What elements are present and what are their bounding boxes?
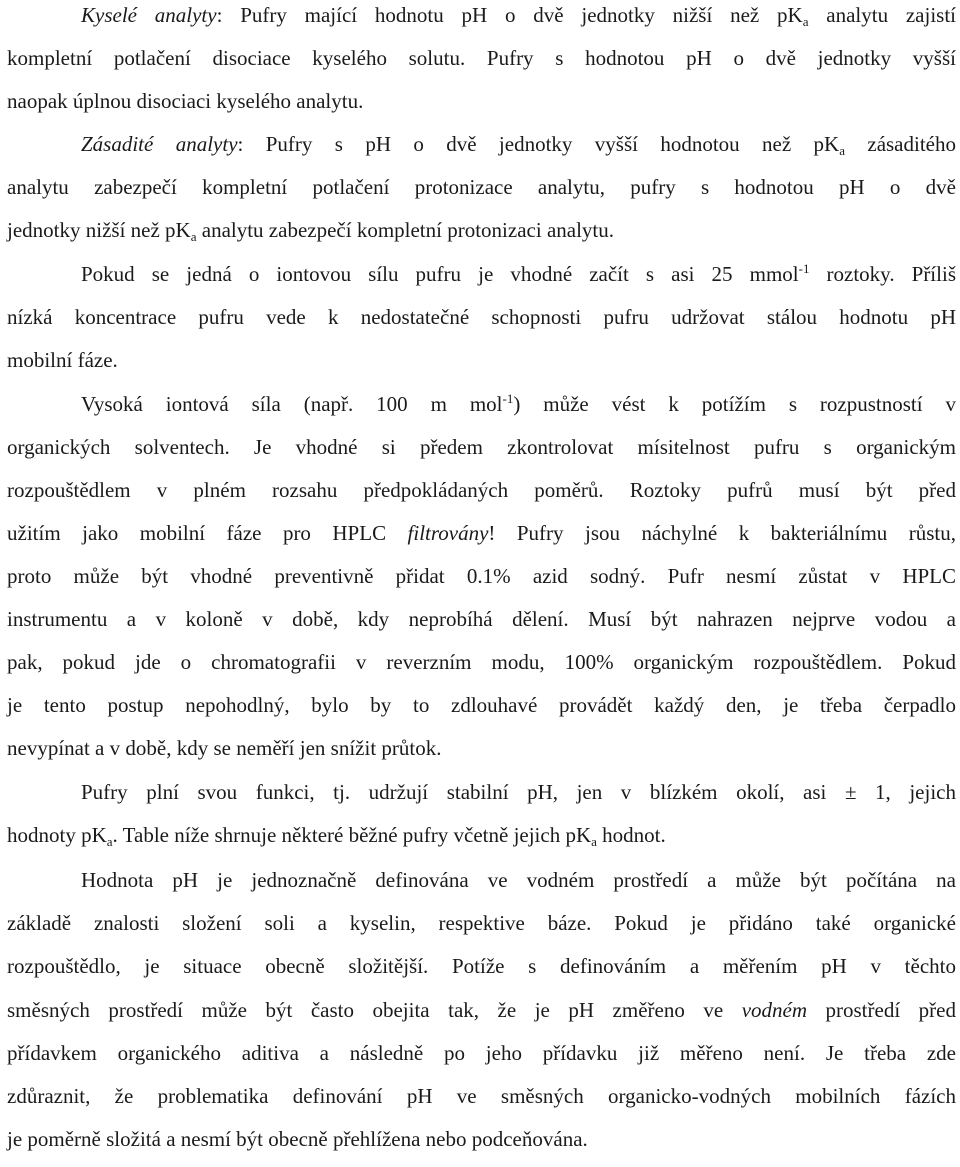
text-line: Hodnota pH je jednoznačně definována ve vodném prostředí a může být počítána na bbox=[81, 868, 956, 892]
text-line: naopak úplnou disociaci kyselého analytu. bbox=[7, 89, 364, 113]
text-line: proto může být vhodné preventivně přidat 0.1% azid sodný. Pufr nesmí zůstat v HPLC bbox=[7, 564, 956, 588]
text-line: jednotky nižší než $pK_a$ analytu zabezpečí kompletní protonizaci analytu. bbox=[7, 218, 614, 244]
text-line: směsných prostředí může být často obejita tak, že je pH změřeno ve vodném prostředí před bbox=[7, 998, 956, 1022]
text-line: je tento postup nepohodlný, bylo by to zdlouhavé provádět každý den, je třeba čerpadlo bbox=[7, 693, 956, 717]
text-line: rozpouštědlo, je situace obecně složitější. Potíže s definováním a měřením pH v těchto bbox=[7, 954, 956, 978]
text-line: přídavkem organického aditiva a následně po jeho přídavku již měřeno není. Je třeba zde bbox=[7, 1041, 956, 1065]
text-line: Vysoká iontová síla (např. 100 m mol$^{-1}$) může vést k potížím s rozpustností v bbox=[81, 391, 956, 416]
text-line: užitím jako mobilní fáze pro HPLC filtrovány! Pufry jsou náchylné k bakteriálnímu růstu, bbox=[7, 521, 956, 545]
text-line: mobilní fáze. bbox=[7, 348, 118, 372]
text-line: Zásadité analyty: Pufry s pH o dvě jednotky vyšší hodnotou než $pK_a$ zásaditého bbox=[81, 132, 956, 158]
text-line: kompletní potlačení disociace kyselého solutu. Pufry s hodnotou pH o dvě jednotky vyšší bbox=[7, 46, 956, 70]
text-line: instrumentu a v koloně v době, kdy neprobíhá dělení. Musí být nahrazen nejprve vodou a bbox=[7, 607, 956, 631]
text-line: rozpouštědlem v plném rozsahu předpokládaných poměrů. Roztoky pufrů musí být před bbox=[7, 478, 956, 502]
text-line: Pufry plní svou funkci, tj. udržují stabilní pH, jen v blízkém okolí, asi ± 1, jejich bbox=[81, 780, 956, 804]
text-line: pak, pokud jde o chromatografii v reverzním modu, 100% organickým rozpouštědlem. Pokud bbox=[7, 650, 956, 674]
text-line: zdůraznit, že problematika definování pH ve směsných organicko-vodných mobilních fázích bbox=[7, 1084, 956, 1108]
text-line: Kyselé analyty: Pufry mající hodnotu pH o dvě jednotky nižší než $pK_a$ analytu zajistí bbox=[81, 3, 956, 29]
text-line: základě znalosti složení soli a kyselin, respektive báze. Pokud je přidáno také organické bbox=[7, 911, 956, 935]
text-line: je poměrně složitá a nesmí být obecně přehlížena nebo podceňována. bbox=[7, 1127, 588, 1151]
text-line: nevypínat a v době, kdy se neměří jen snížit průtok. bbox=[7, 736, 442, 760]
text-line: Pokud se jedná o iontovou sílu pufru je vhodné začít s asi 25 mmol$^{-1}$ roztoky. Příliš bbox=[81, 261, 956, 286]
text-line: analytu zabezpečí kompletní potlačení protonizace analytu, pufry s hodnotou pH o dvě bbox=[7, 175, 956, 199]
text-line: nízká koncentrace pufru vede k nedostatečné schopnosti pufru udržovat stálou hodnotu pH bbox=[7, 305, 956, 329]
text-line: organických solventech. Je vhodné si předem zkontrolovat mísitelnost pufru s organickým bbox=[7, 435, 956, 459]
text-line: hodnoty $pK_a$. Table níže shrnuje některé běžné pufry včetně jejich $pK_a$ hodnot. bbox=[7, 823, 666, 849]
